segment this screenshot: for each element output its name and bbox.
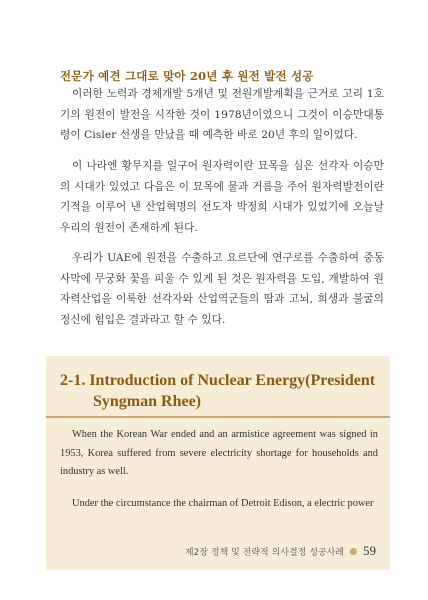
korean-paragraph	[60, 84, 384, 146]
english-section-title	[60, 370, 380, 412]
english-paragraph-text: When the Korean War ended and an armistice agreement was signed in 1953, Korea suffered from severe electricity shortage for households and industry as well.	[60, 429, 378, 477]
page-footer	[185, 543, 376, 559]
title-divider	[46, 416, 390, 418]
english-paragraph	[60, 426, 378, 482]
english-paragraph-text: Under the circumstance the chairman of Detroit Edison, a electric power	[72, 498, 374, 509]
korean-paragraph	[60, 156, 384, 238]
english-paragraph	[60, 495, 378, 514]
korean-section-heading: 전문가 예견 그대로 맞아 20년 후 원전 발전 성공	[60, 69, 314, 83]
korean-paragraph	[60, 248, 384, 330]
korean-paragraph-text: 이러한 노력과 경제개발 5개년 및 전원개발계획을 근거로 고리 1호기의 원전이 발전을 시작한 것이 1978년이었으니 그것이 이승만대통령이 Cisler 선생을 만났을 때 예측한 바로 20년 후의 일이었다.	[60, 88, 384, 141]
english-title-line-1: 2-1. Introduction of Nuclear Energy(President	[60, 372, 376, 389]
bullet-dot-icon	[350, 548, 357, 555]
korean-paragraph-text: 우리가 UAE에 원전을 수출하고 요르단에 연구로를 수출하여 중동사막에 무궁화 꽃을 피울 수 있게 된 것은 원자력을 도입, 개발하여 원자력산업을 이룩한 선각자와 산업역군들의 땀과 고뇌, 희생과 불굴의 정신에 힘입은 결과라고 할 수 있다.	[60, 252, 384, 326]
page-number: 59	[363, 543, 376, 558]
chapter-label: 제2장 정책 및 전략적 의사결정 성공사례	[184, 547, 344, 558]
korean-paragraph-text: 이 나라엔 황무지를 일구어 원자력이란 묘목을 심은 선각자 이승만의 시대가 있었고 다음은 이 묘목에 물과 거름을 주어 원자력발전이란 기적을 이루어 낸 산업혁명의 선도자 박정희 시대가 있었기에 오늘날 우리의 원전이 존재하게 된다.	[60, 160, 384, 234]
english-title-line-2: Syngman Rhee)	[93, 393, 202, 410]
